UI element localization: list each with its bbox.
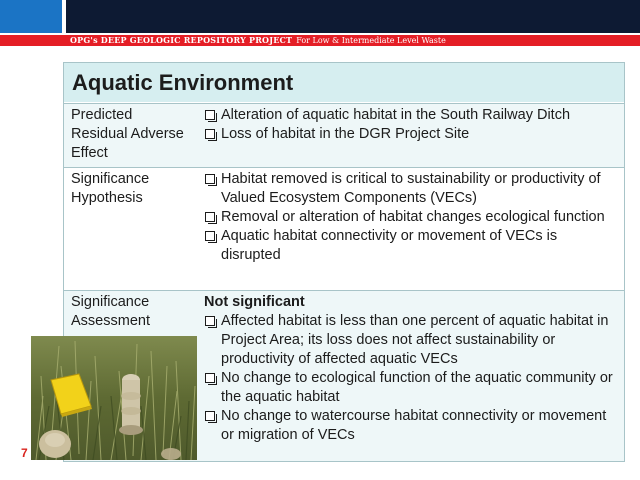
- header-navy-bar: [66, 0, 640, 33]
- list-item: [204, 208, 620, 227]
- row-content: [192, 168, 624, 290]
- checkbox-bullet-icon: [204, 170, 221, 208]
- table-title: Aquatic Environment: [72, 69, 294, 95]
- item-text: No change to ecological function of the aquatic community or the aquatic habitat: [221, 370, 613, 405]
- list-item: [204, 369, 620, 407]
- list-item: [204, 106, 620, 125]
- list-item: [204, 312, 620, 369]
- checkbox-bullet-icon: [204, 227, 221, 265]
- checkbox-bullet-icon: [204, 369, 221, 407]
- checkbox-bullet-icon: [204, 125, 221, 144]
- item-text: Aquatic habitat connectivity or movement of VECs is disrupted: [221, 228, 558, 263]
- item-text: Removal or alteration of habitat changes ecological function: [221, 209, 605, 225]
- project-title: OPG's DEEP GEOLOGIC REPOSITORY PROJECT: [70, 35, 293, 45]
- list-item: [204, 125, 620, 144]
- checkbox-bullet-icon: [204, 106, 221, 125]
- checkbox-bullet-icon: [204, 208, 221, 227]
- habitat-photo: [31, 336, 197, 460]
- table-row-residual-effect: [64, 103, 624, 167]
- table-title-row: [64, 63, 624, 103]
- row-content: [192, 104, 624, 167]
- grass-field-illustration: [31, 336, 197, 460]
- header-blue-block: [0, 0, 62, 33]
- assessment-heading: Not significant: [204, 294, 305, 310]
- table-row-hypothesis: [64, 167, 624, 290]
- list-item: [204, 407, 620, 445]
- page-number: 7: [21, 446, 28, 460]
- header-project-title: [70, 35, 446, 46]
- row-label: Significance Hypothesis: [71, 171, 150, 206]
- list-item: [204, 227, 620, 265]
- row-label: Predicted Residual Adverse Effect: [71, 107, 184, 161]
- row-content: [192, 291, 624, 461]
- checkbox-bullet-icon: [204, 407, 221, 445]
- list-item: [204, 170, 620, 208]
- item-text: Loss of habitat in the DGR Project Site: [221, 126, 470, 142]
- row-label: Significance Assessment: [71, 294, 150, 329]
- item-text: Habitat removed is critical to sustainability or productivity of Valued Ecosystem Components (VECs): [221, 171, 601, 206]
- item-text: No change to watercourse habitat connectivity or movement or migration of VECs: [221, 408, 607, 443]
- project-subtitle: For Low & Intermediate Level Waste: [296, 36, 446, 45]
- item-text: Affected habitat is less than one percent of aquatic habitat in Project Area; its loss does not affect sustainability or productivity of affected aquatic VECs: [221, 313, 609, 367]
- item-text: Alteration of aquatic habitat in the South Railway Ditch: [221, 107, 571, 123]
- checkbox-bullet-icon: [204, 312, 221, 369]
